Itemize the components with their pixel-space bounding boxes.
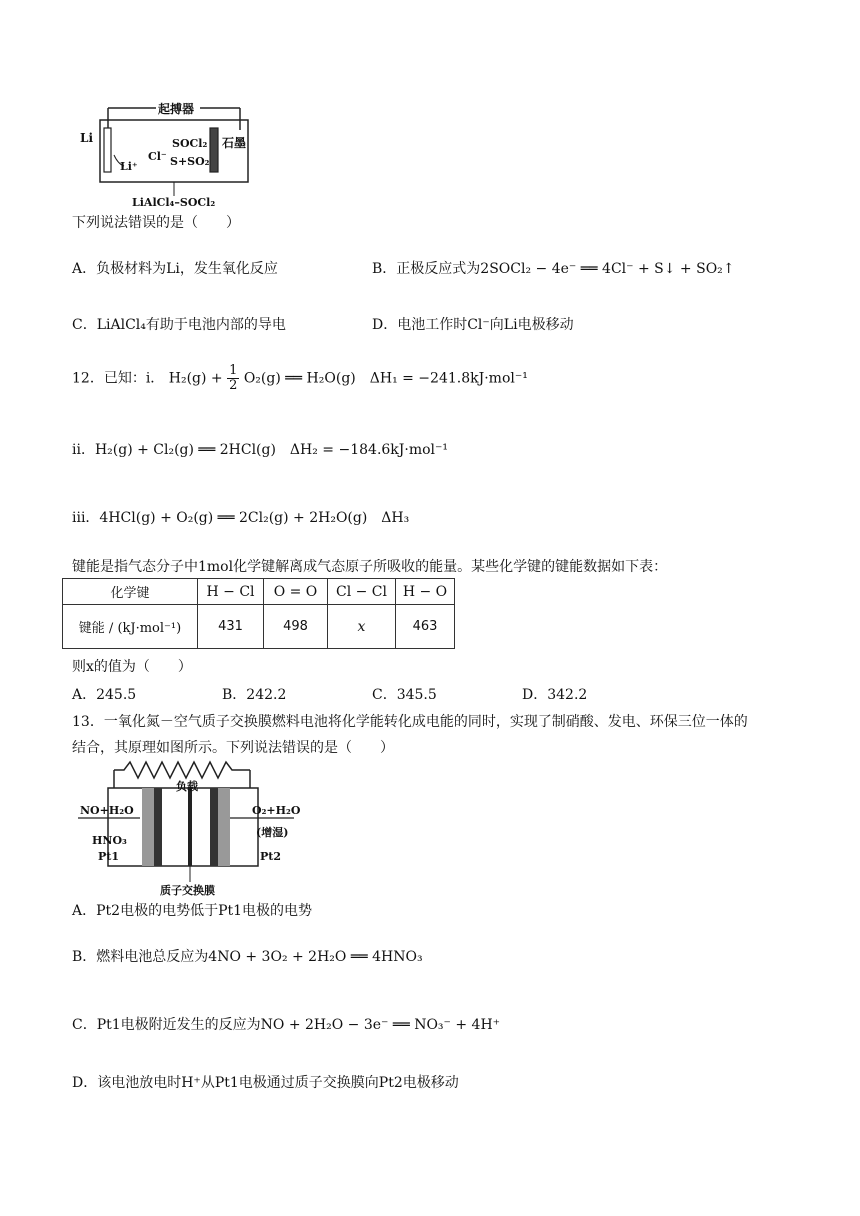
q12-description: 键能是指气态分子中1mol化学键解离成气态原子所吸收的能量。某些化学键的键能数据如下表： <box>72 559 668 575</box>
fig1-li-label: Li <box>80 131 93 145</box>
table-header-cell: Cl − Cl <box>328 579 396 605</box>
q13-stem-line-1: 13．一氧化氮－空气质子交换膜燃料电池将化学能转化成电能的同时，实现了制硝酸、发电、环保三位一体的 <box>72 714 748 730</box>
q12-option-a: A．245.5 <box>72 687 137 703</box>
q12-option-b: B．242.2 <box>222 687 287 703</box>
fig2-pt2-label: Pt2 <box>260 850 282 863</box>
table-row-label: 键能 / (kJ·mol⁻¹) <box>63 605 198 649</box>
fig1-cl-ion-label: Cl⁻ <box>148 150 167 163</box>
table-header-cell: O = O <box>264 579 328 605</box>
fig2-pt1-label: Pt1 <box>98 850 120 863</box>
bond-energy-table <box>62 578 455 649</box>
q12-equation-1 <box>72 364 528 393</box>
fig1-graphite-label: 石墨 <box>222 136 247 150</box>
table-cell: x <box>328 605 396 649</box>
table-cell: 431 <box>198 605 264 649</box>
q12-ask: 则x的值为（ ） <box>72 659 192 675</box>
table-header-cell: H − O <box>396 579 455 605</box>
q13-option-d: D．该电池放电时H⁺从Pt1电极通过质子交换膜向Pt2电极移动 <box>72 1075 459 1091</box>
q12-option-c: C．345.5 <box>372 687 437 703</box>
q12-option-d: D．342.2 <box>522 687 588 703</box>
fig2-load-label: 负载 <box>176 780 198 793</box>
q13-option-b: B．燃料电池总反应为4NO + 3O₂ + 2H₂O ══ 4HNO₃ <box>72 949 423 965</box>
fig1-top-label: 起搏器 <box>158 102 195 116</box>
q11-option-a: A．负极材料为Li，发生氧化反应 <box>72 261 278 277</box>
table-cell: 498 <box>264 605 328 649</box>
fig2-inlet-right-label: O₂+H₂O <box>252 804 301 817</box>
table-row <box>63 579 455 605</box>
q13-stem-line-2: 结合，其原理如图所示。下列说法错误的是（ ） <box>72 740 394 756</box>
q13-option-c: C．Pt1电极附近发生的反应为NO + 2H₂O − 3e⁻ ══ NO₃⁻ + 4H⁺ <box>72 1017 501 1033</box>
fig2-membrane-label: 质子交换膜 <box>160 884 215 897</box>
fig2-inlet-left-label: NO+H₂O <box>80 804 134 817</box>
table-cell: 463 <box>396 605 455 649</box>
fig2-humid-label: (增湿) <box>256 826 289 839</box>
q12-eq1-part-b: O₂(g) ══ H₂O(g) ΔH₁ = −241.8kJ·mol⁻¹ <box>243 370 528 387</box>
one-half-fraction <box>227 364 239 393</box>
fig1-electrolyte-label: LiAlCl₄–SOCl₂ <box>132 196 216 209</box>
q11-stem: 下列说法错误的是（ ） <box>72 215 240 231</box>
q11-option-b-prefix: B．正极反应式为 <box>372 261 481 277</box>
q11-option-b-equation: 2SOCl₂ − 4e⁻ ══ 4Cl⁻ + S↓ + SO₂↑ <box>480 261 735 277</box>
q12-head: 12．已知：i． <box>72 370 165 387</box>
q13-option-a: A．Pt2电极的电势低于Pt1电极的电势 <box>72 903 313 919</box>
fig1-socl2-label: SOCl₂ <box>172 137 208 150</box>
fig2-outlet-left-label: HNO₃ <box>92 834 127 847</box>
fig1-s-so2-label: S+SO₂ <box>170 155 210 168</box>
table-header-cell: 化学键 <box>63 579 198 605</box>
q12-equation-2: ii．H₂(g) + Cl₂(g) ══ 2HCl(g) ΔH₂ = −184.6kJ·mol⁻¹ <box>72 442 449 458</box>
table-header-cell: H − Cl <box>198 579 264 605</box>
fig1-li-ion-label: Li⁺ <box>120 160 138 173</box>
q12-equation-3: iii．4HCl(g) + O₂(g) ══ 2Cl₂(g) + 2H₂O(g) ΔH₃ <box>72 510 410 526</box>
table-row <box>63 605 455 649</box>
q11-option-c: C．LiAlCl₄有助于电池内部的导电 <box>72 317 286 333</box>
fraction-denominator: 2 <box>229 378 238 393</box>
q11-option-d: D．电池工作时Cl⁻向Li电极移动 <box>372 317 574 333</box>
q11-option-b <box>372 258 735 278</box>
fraction-numerator: 1 <box>229 363 238 378</box>
q12-eq1-part-a: H₂(g) + <box>168 370 223 387</box>
